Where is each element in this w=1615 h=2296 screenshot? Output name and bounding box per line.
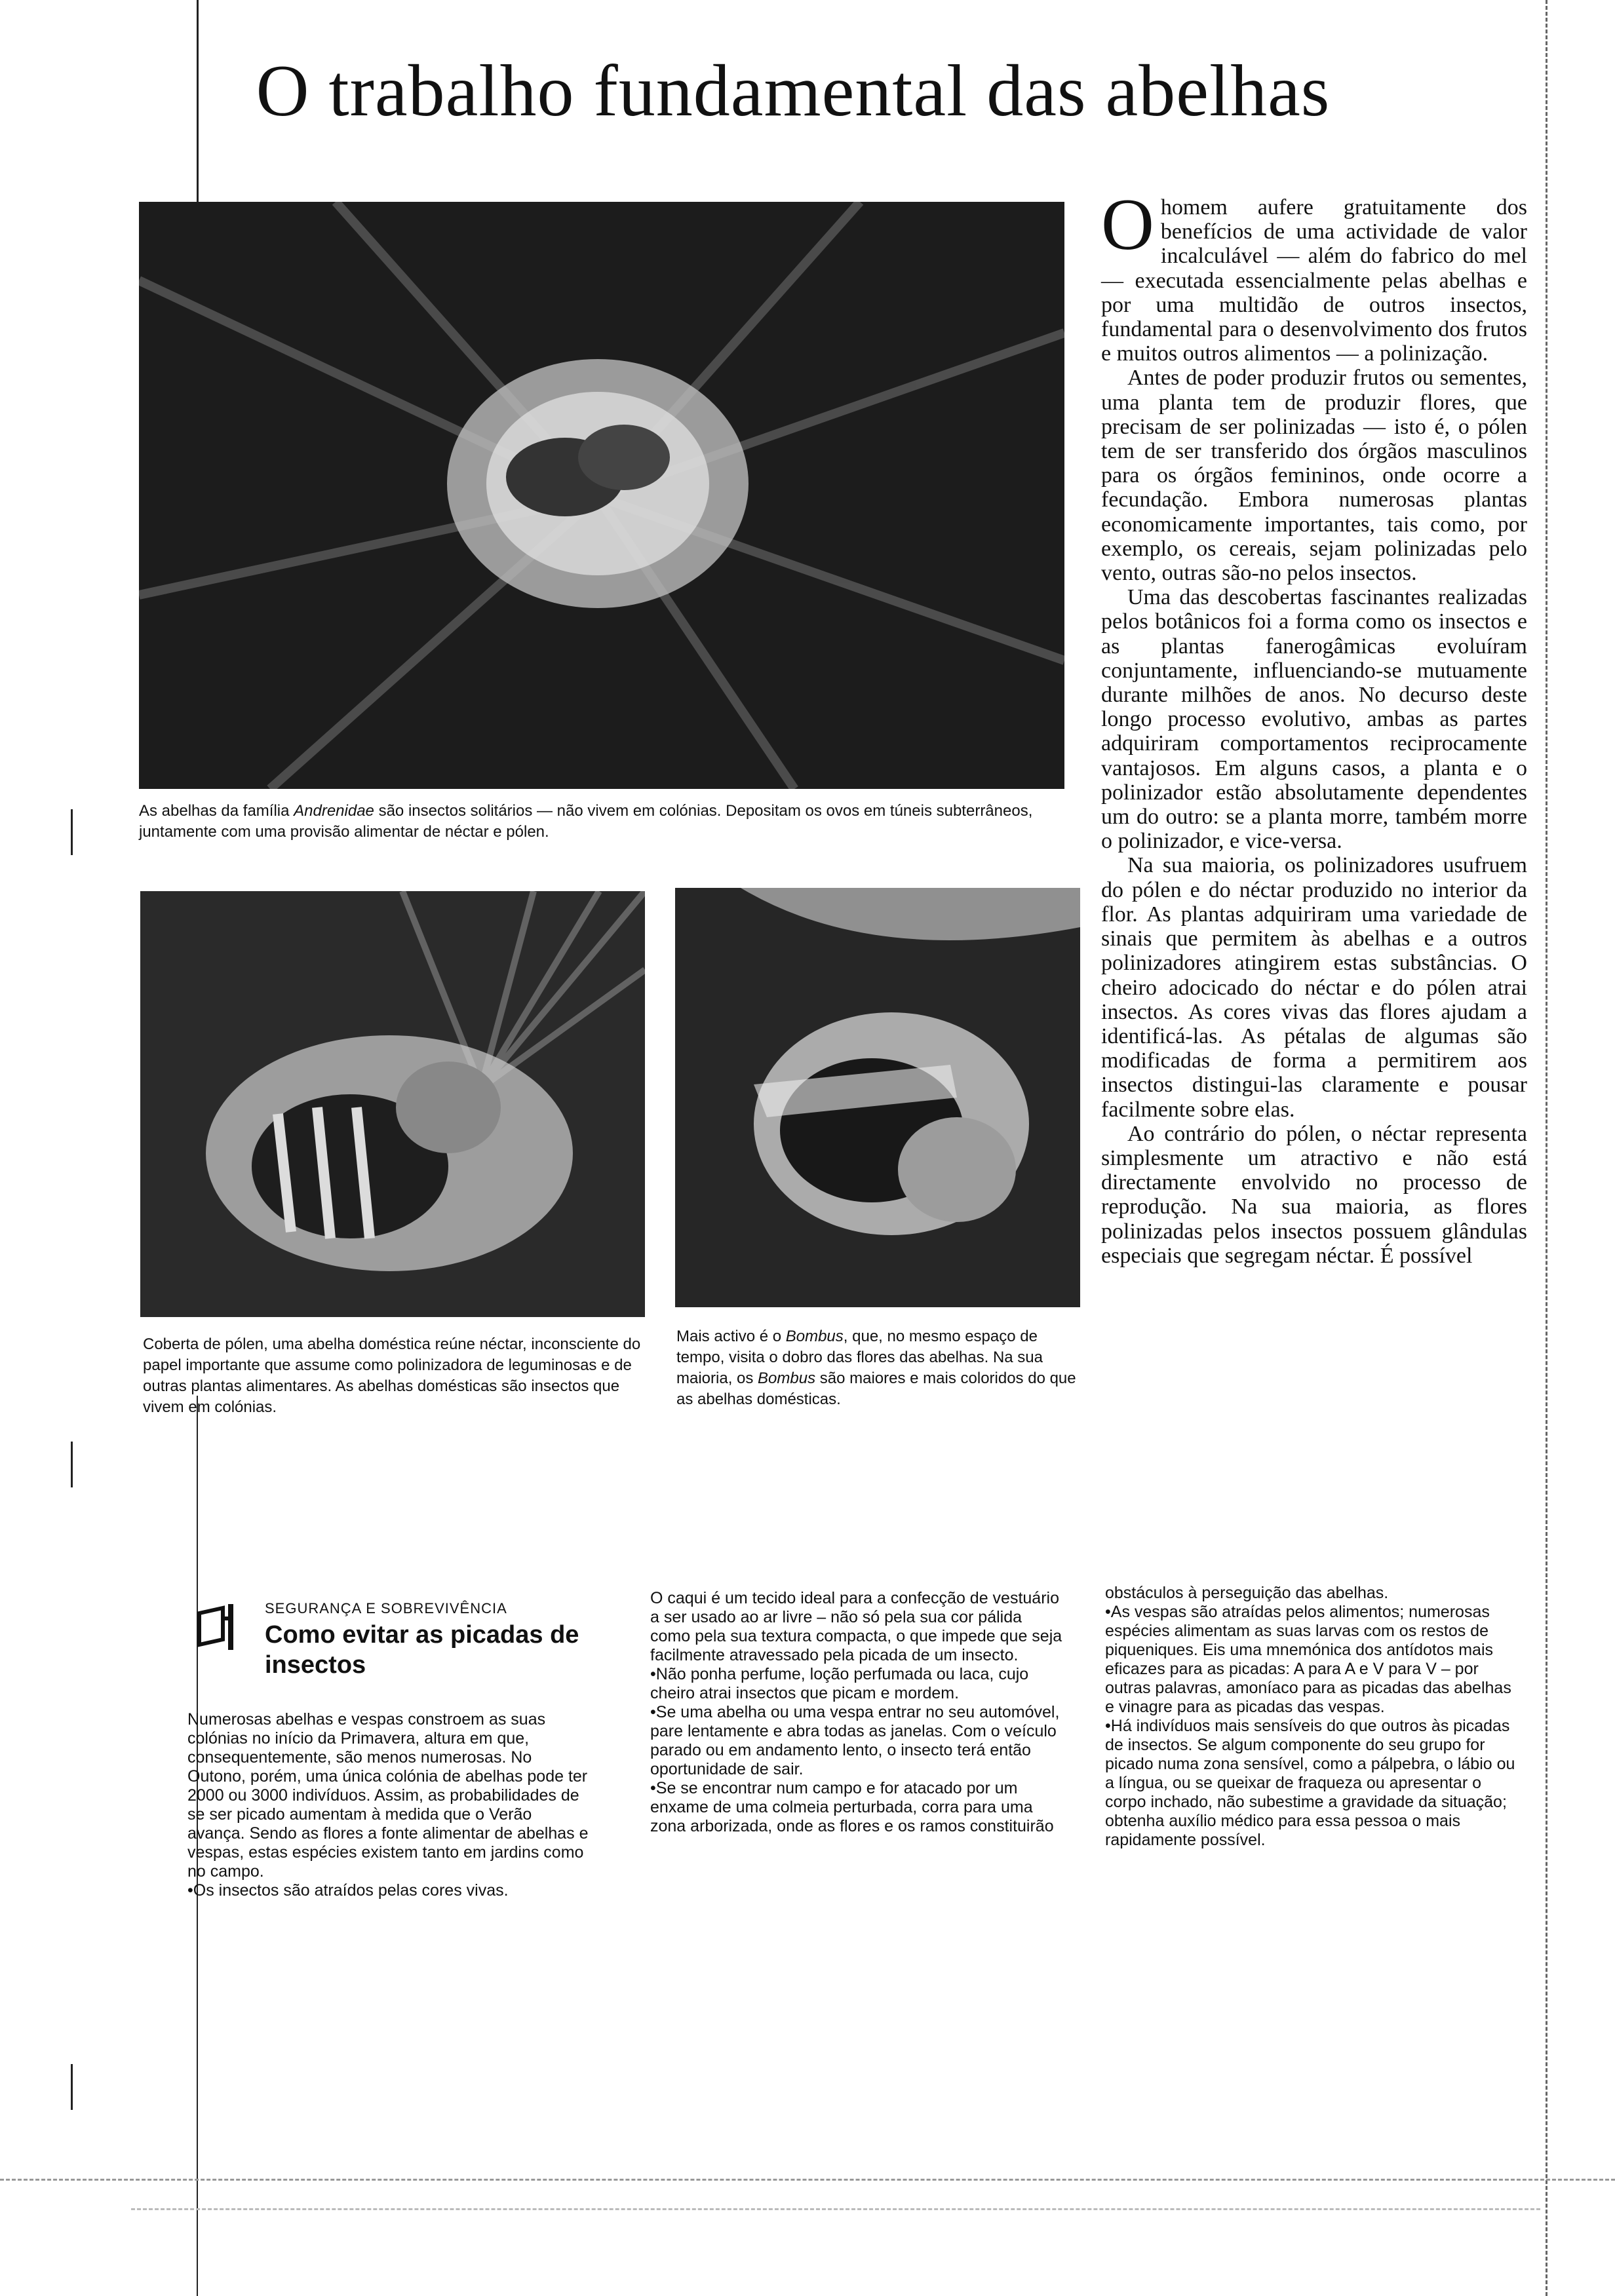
body-paragraph-3: Uma das descobertas fascinantes realizadas pelos botânicos foi a forma como os insectos e as plantas fanerogâmicas evoluíram conjuntamente, influenciando-se mutuamente durante milhões de anos. No decurso deste longo processo evolutivo, ambas as partes adquiriram comportamentos reciprocamente vantajosos. Em alguns casos, a planta e o polinizador estão absolutamente dependentes um do outro: se a planta morre, também morre o polinizador, e vice-versa. bbox=[1101, 585, 1527, 854]
body-paragraph-2: Antes de poder produzir frutos ou sementes, uma planta tem de produzir flores, que precisam de ser polinizadas — isto é, o pólen tem de ser transferido dos órgãos masculinos para os órgãos femininos, onde ocorre a fecundação. Embora numerosas plantas economicamente importantes, tais como, por exemplo, os cereais, sejam polinizadas pelo vento, outras são-no pelos insectos. bbox=[1101, 366, 1527, 586]
body-paragraph-4: Na sua maioria, os polinizadores usufruem do pólen e do néctar produzido no interior da flor. As plantas adquiriram uma variedade de sinais que permitem às abelhas e a outros polinizadores atingirem estas substâncias. O cheiro adocicado do néctar e do pólen atrai insectos. As cores vivas das flores ajudam a identificá-las. As pétalas de algumas são modificadas de forma a permitirem aos insectos distingui-las claramente e pousar facilmente sobre elas. bbox=[1101, 853, 1527, 1122]
caption-honeybee: Coberta de pólen, uma abelha doméstica reúne néctar, inconsciente do papel importante que assume como polinizadora de leguminosas e de outras plantas alimentares. As abelhas domésticas são insectos que vivem em colónias. bbox=[143, 1335, 641, 1416]
scan-mark-left-3 bbox=[71, 2064, 73, 2110]
body-paragraph-1 bbox=[1101, 184, 1527, 366]
photo-honeybee-image bbox=[140, 891, 645, 1317]
drop-cap: O bbox=[1101, 184, 1154, 265]
caption-andrenidae-post: são insectos solitários — não vivem em colónias. Depositam os ovos em túneis subterrâneos, juntamente com uma provisão alimentar de néctar e pólen. bbox=[139, 802, 1033, 841]
caption-bombus bbox=[676, 1326, 1083, 1410]
box-column-1 bbox=[187, 1710, 589, 1900]
article-title: O trabalho fundamental das abelhas bbox=[256, 50, 1331, 132]
section-label: SEGURANÇA E SOBREVIVÊNCIA bbox=[265, 1600, 507, 1617]
box-col2-paragraph: O caqui é um tecido ideal para a confecção de vestuário a ser usado ao ar livre – não só pela sua cor pálida como pela sua textura compacta, o que impede que seja facilmente atravessado pela picada de um insecto. bbox=[650, 1589, 1062, 1664]
scan-right-edge bbox=[1546, 0, 1547, 2296]
box-column-2 bbox=[650, 1589, 1063, 1836]
article-body bbox=[1101, 184, 1527, 1268]
box-col2-bullet-3: • Se se encontrar num campo e for atacado por um enxame de uma colmeia perturbada, corra para uma zona arborizada, onde as flores e os ramos constituirão bbox=[650, 1779, 1063, 1836]
body-paragraph-5: Ao contrário do pólen, o néctar representa simplesmente um atractivo e não está directamente envolvido no processo de reprodução. Na sua maioria, as flores polinizadas pelos insectos possuem glândulas especiais que segregam néctar. É possível bbox=[1101, 1121, 1527, 1268]
photo-andrenidae-bee bbox=[139, 202, 1064, 789]
box-title: Como evitar as picadas de insectos bbox=[265, 1621, 579, 1679]
photo-bombus bbox=[675, 888, 1080, 1307]
caption-andrenidae-italic: Andrenidae bbox=[294, 802, 374, 820]
scan-bottom-edge bbox=[0, 2179, 1615, 2181]
photo-honeybee bbox=[140, 891, 645, 1317]
caption-bombus-a: Mais activo é o bbox=[676, 1328, 786, 1345]
box-col2-bullet-1: • Não ponha perfume, loção perfumada ou laca, cujo cheiro atrai insectos que picam e mordem. bbox=[650, 1665, 1063, 1703]
box-col3-bullet-1: • As vespas são atraídas pelos alimentos; numerosas espécies alimentam as suas larvas com os restos de piqueniques. Eis uma mnemónica dos antídotos mais eficazes para as picadas: A para A e V para V – por outras palavras, amoníaco para as picadas das abelhas e vinagre para as picadas das vespas. bbox=[1105, 1603, 1525, 1717]
box-col3-bullet-2: • Há indivíduos mais sensíveis do que outros às picadas de insectos. Se algum componente do seu grupo for picado numa zona sensível, como a pálpebra, o lábio ou a língua, ou se queixar de fraqueza ou apresentar o corpo inchado, não subestime a gravidade da situação; obtenha auxílio médico para essa pessoa o mais rapidamente possível. bbox=[1105, 1717, 1525, 1850]
scan-bottom-edge-2 bbox=[131, 2208, 1540, 2210]
box-column-3 bbox=[1105, 1584, 1525, 1850]
caption-bombus-b: , que, no mesmo espaço de tempo, visita o dobro das flores das abelhas. Na sua maioria, os bbox=[676, 1328, 1043, 1387]
box-col1-bullet: • Os insectos são atraídos pelas cores vivas. bbox=[187, 1881, 589, 1900]
caption-andrenidae-pre: As abelhas da família bbox=[139, 802, 294, 820]
caption-bombus-italic-1: Bombus bbox=[785, 1328, 844, 1345]
flag-icon bbox=[194, 1599, 246, 1651]
box-col3-paragraph: obstáculos à perseguição das abelhas. bbox=[1105, 1584, 1389, 1602]
photo-bombus-image bbox=[675, 888, 1080, 1307]
caption-andrenidae bbox=[139, 801, 1064, 843]
scan-mark-left bbox=[71, 809, 73, 855]
scan-mark-left-2 bbox=[71, 1442, 73, 1487]
caption-bombus-italic-2: Bombus bbox=[758, 1369, 816, 1387]
caption-bombus-c: são maiores e mais coloridos do que as abelhas domésticas. bbox=[676, 1369, 1076, 1408]
box-col2-bullet-2: • Se uma abelha ou uma vespa entrar no seu automóvel, pare lentamente e abra todas as janelas. Com o veículo parado ou em andamento lento, o insecto terá então oportunidade de sair. bbox=[650, 1703, 1063, 1779]
body-paragraph-1-text: homem aufere gratuitamente dos benefícios de uma actividade de valor incalculável — além do fabrico do mel — executada essencialmente pelas abelhas e por uma multidão de outros insectos, fundamental para o desenvolvimento dos frutos e muitos outros alimentos — a polinização. bbox=[1101, 195, 1527, 366]
photo-andrenidae-image bbox=[139, 202, 1064, 789]
box-col1-paragraph: Numerosas abelhas e vespas constroem as suas colónias no início da Primavera, altura em que, consequentemente, são menos numerosas. No Outono, porém, uma única colónia de abelhas pode ter 2000 ou 3000 indivíduos. Assim, as probabilidades de se ser picado aumentam à medida que o Verão avança. Sendo as flores a fonte alimentar de abelhas e vespas, estas espécies existem tanto em jardins como no campo. bbox=[187, 1710, 589, 1881]
